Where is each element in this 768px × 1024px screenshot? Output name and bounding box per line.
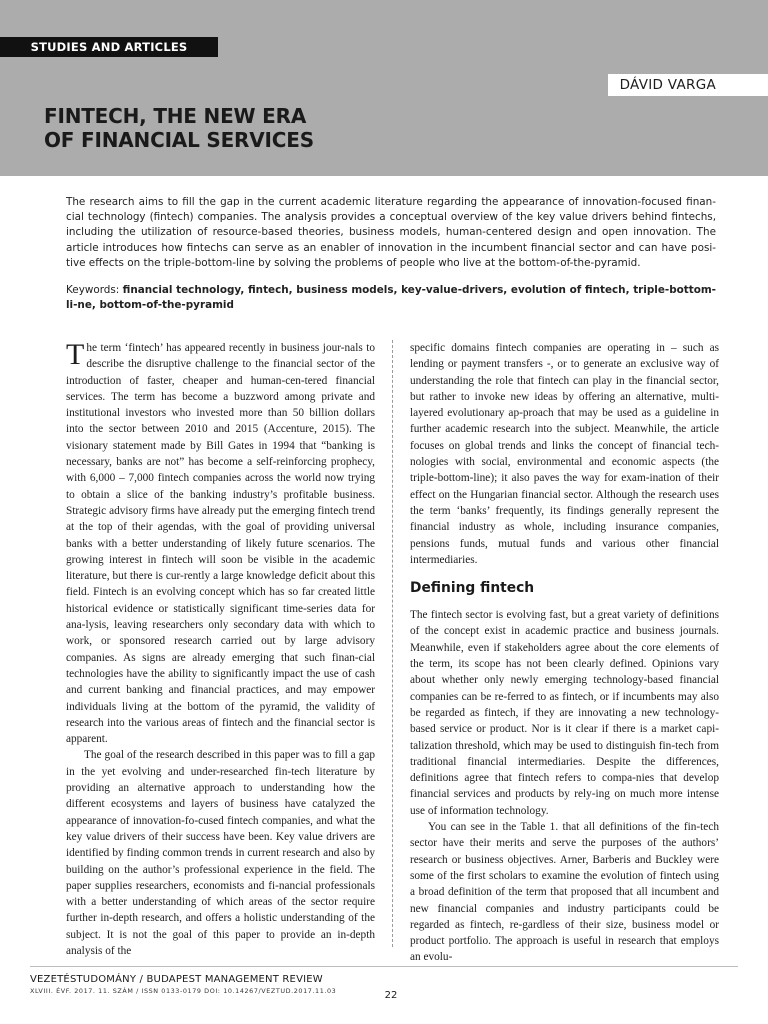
author-name: DÁVID VARGA	[619, 77, 716, 93]
keywords-list: financial technology, fintech, business models, key-value-drivers, evolution of fintech, triple-bottom-li-ne, bottom-of-the-pyramid	[66, 284, 716, 312]
section-heading: Defining fintech	[410, 580, 535, 597]
section-label: STUDIES AND ARTICLES	[0, 37, 218, 57]
page-number: 22	[384, 990, 398, 1001]
title-line-2: OF FINANCIAL SERVICES	[44, 128, 314, 152]
journal-name: VEZETÉSTUDOMÁNY / BUDAPEST MANAGEMENT REVIEW	[30, 974, 323, 985]
paragraph: specific domains fintech companies are operating in – such as lending or payment transfers -, or to generate an exclusive way of understanding the role that fintech can play in the financial sector, but rather to invoke new ideas by offering an alternative, multi-layered evolutionary ap-proach that may be used as a guideline in further academic research into the subject. Meanwhile, the article focuses on global trends and links the concept of financial tech-nologies with social, environmental and economic aspects (the triple-bottom-line); it also paves the way for exam-ination of their effect on the Hungarian financial sector. Although the research uses the term ‘banks’ frequently, its findings generally represent the financial industry as whole, including insurance companies, pensions funds, mutual funds and various other financial intermediaries.	[410, 342, 719, 566]
keywords	[66, 283, 716, 313]
column-divider	[392, 340, 393, 947]
paragraph: The goal of the research described in this paper was to fill a gap in the yet evolving and under-researched fin-tech literature by providing an alternative approach to understanding how the different ecosystems and layers of business have catalyzed the appearance of innovation-fo-cused fintech companies, and what the key value drivers of their success have been. Key value drivers are identified by finding common trends in current research and also by building on the author’s professional experience in the field. The paper supplies researchers, economists and fi-nancial professionals with a better understanding of which areas of the sector require further in-depth research, and offers a holistic understanding of the subject. It is not the goal of this paper to provide an in-depth analysis of the	[66, 749, 375, 957]
paragraph	[66, 340, 375, 747]
paragraph: You can see in the Table 1. that all definitions of the fin-tech sector have their merits and serve the purposes of the authors’ research or business objectives. Arner, Barberis and Buckley were some of the first scholars to examine the evolution of fintech using a broad definition of the term that proposed that all incumbent and new financial companies and industry participants could be regarded as fintech, re-gardless of their size, business model or product portfolio. The approach is useful in research that employs an evolu-	[410, 821, 719, 964]
paragraph: The fintech sector is evolving fast, but a great variety of definitions of the concept exist in academic practice and business journals. Meanwhile, even if stakeholders agree about the core elements of the term, its scope has not been clearly defined. Opinions vary about whether only newly emerging technology-based financial companies can be re-ferred to as fintech, or if incumbents may also be regarded as fintech, if they are innovating a new technology-based service or product. Nor is it clear if there is a market capi-talization threshold, which may be used to distinguish fin-tech from traditional financial intermediaries. Despite the differences, definitions agree that fintech refers to compa-nies that develop financial services and products by rely-ing on much more intense use of information technology.	[410, 609, 719, 817]
footer-divider	[30, 966, 738, 967]
article-title	[44, 104, 314, 152]
issue-info: XLVIII. ÉVF. 2017. 11. SZÁM / ISSN 0133-0179 DOI: 10.14267/VEZTUD.2017.11.03	[30, 987, 337, 995]
author-box	[608, 74, 768, 96]
abstract: The research aims to fill the gap in the current academic literature regarding the appearance of innovation-focused finan-cial technology (fintech) companies. The analysis provides a conceptual overview of the key value drivers behind fintechs, including the utilization of resource-based theories, business models, human-centered design and open innovation. The article introduces how fintechs can serve as an enabler of innovation in the incumbent financial sector and can have posi-tive effects on the triple-bottom-line by solving the problems of people who live at the bottom-of-the-pyramid.	[66, 196, 716, 269]
paragraph-text: he term ‘fintech’ has appeared recently in business jour-nals to describe the disruptive challenge to the financial sector of the introduction of faster, cheaper and human-cen-tered financial services. The term has become a buzzword among private and institutional investors who invested more than 50 billion dollars into the sector between 2010 and 2015 (Accenture, 2015). The visionary statement made by Bill Gates in 1994 that “banking is necessary, banks are not” has become a self-reinforcing prophecy, with 6,000 – 7,000 fintech companies across the world now trying to obtain a slice of the banking industry’s profitable business. Strategic advisory firms have already put the emerging fintech trend at the top of their agendas, with the goal of providing universal banks with a better understanding of likely future scenarios. The growing interest in fintech will soon be visible in the academic literature, but there is cur-rently a large knowledge deficit about this field. Fintech is an evolving concept which has so far created little historical evidence or statistically significant time-series data for ana-lysis, leaving researchers only secondary data with which to work, or sponsored research carried out by large advisory companies. As signs are already emerging that such finan-cial technologies have the ability to significantly impact the use of cash and current banking and financial practices, and may empower individuals living at the bottom of the pyramid, the validity of research into the various areas of fintech and the financial sector is apparent.	[66, 342, 375, 746]
body-column-left	[66, 340, 375, 959]
drop-cap: T	[66, 338, 85, 371]
title-line-1: FINTECH, THE NEW ERA	[44, 104, 307, 128]
body-column-right	[410, 340, 719, 966]
keywords-label: Keywords:	[66, 284, 120, 296]
